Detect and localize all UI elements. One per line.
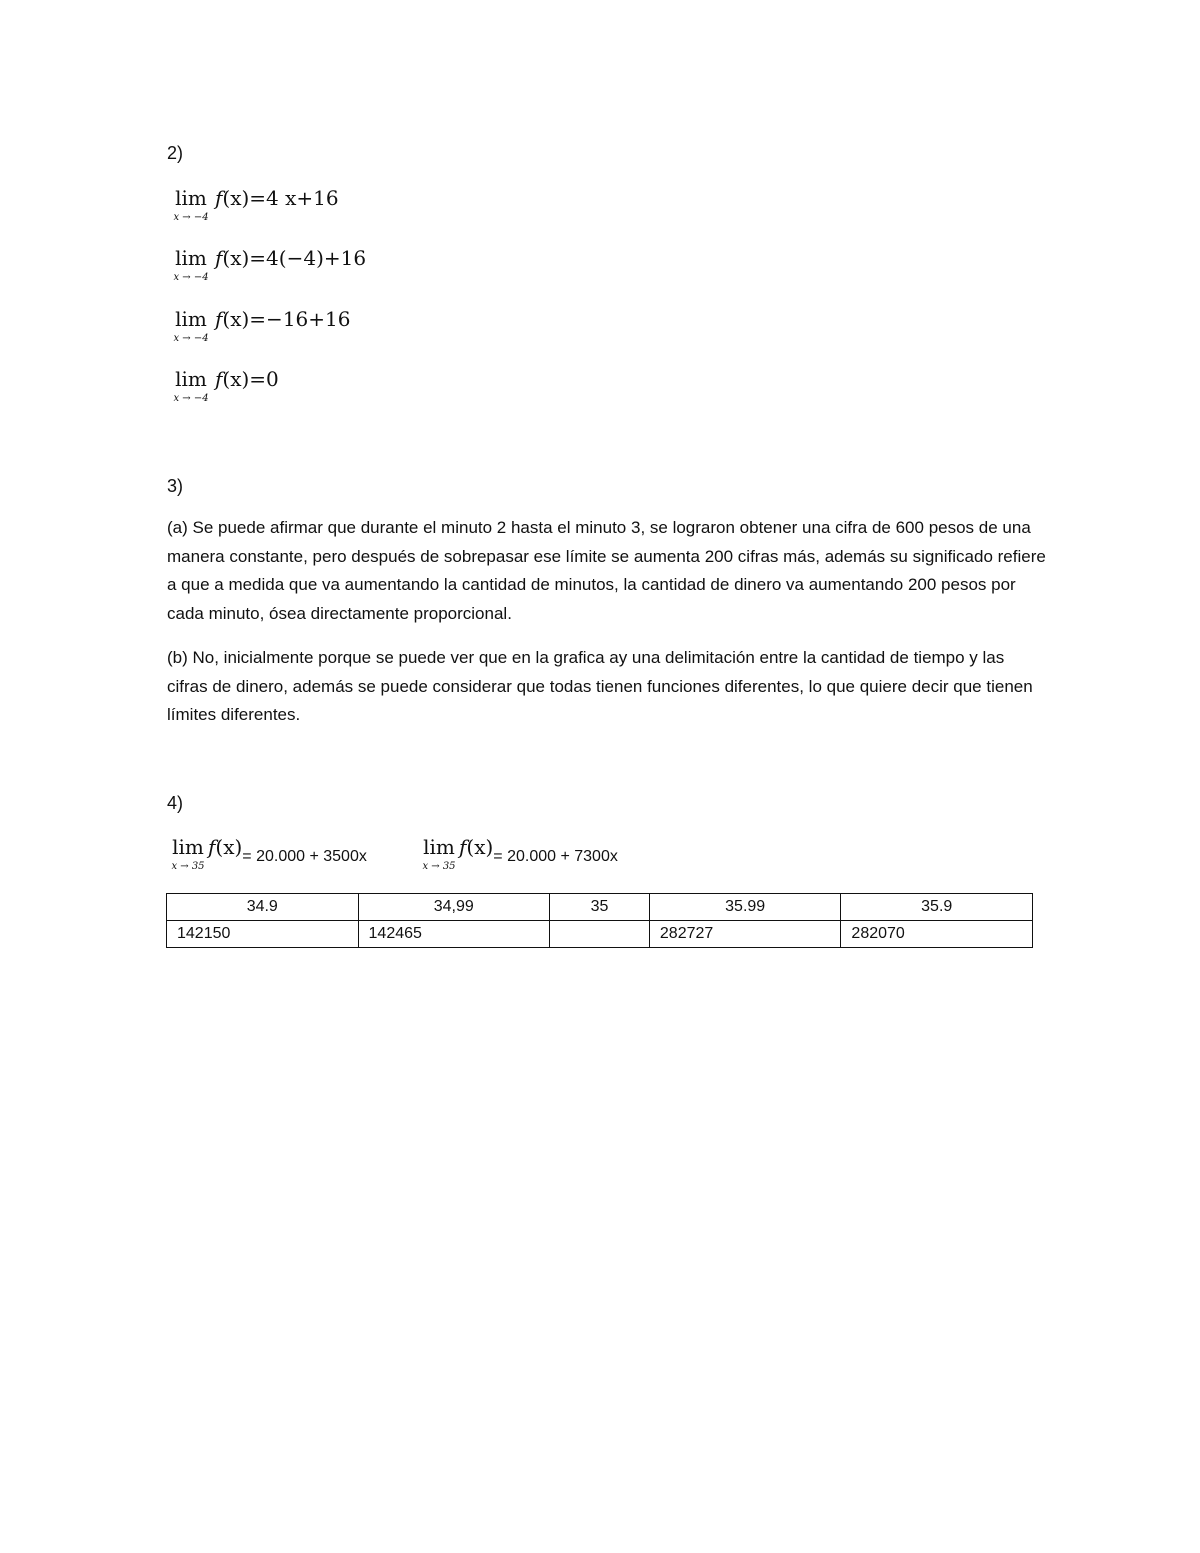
answer-part-b: (b) No, inicialmente porque se puede ver que en la grafica ay una delimitación entre la cantidad de tiempo y las cifras de dinero, además se puede considerar que todas tienen funciones diferentes, lo que quiere decir que tienen límites diferentes. [167,648,1033,724]
limit-rhs: =4 x+16 [249,186,339,210]
function-name: f [215,307,223,331]
lim-word: lim [175,367,207,391]
function-arg: (x) [222,307,250,331]
table-header-cell: 35 [550,894,650,921]
lim-word: lim [423,835,455,859]
table-header-cell: 35.9 [841,894,1033,921]
lim-subscript: x → 35 [171,861,205,872]
function-arg: (x) [222,186,250,210]
table-header-cell: 34,99 [358,894,550,921]
table-header-cell: 34.9 [167,894,359,921]
function-name: f [215,186,223,210]
lim-subscript: x → −4 [173,333,209,344]
table-cell: 142465 [358,921,550,948]
lim-subscript: x → −4 [173,212,209,223]
limit-rhs: = 20.000 + 3500x [242,848,367,865]
lim-subscript: x → −4 [173,393,209,404]
function-arg: (x) [215,835,243,859]
function-arg: (x) [222,246,250,270]
lim-word: lim [175,246,207,270]
table-cell: 142150 [167,921,359,948]
section-3-number: 3) [167,476,184,496]
limit-rhs: =4(−4)+16 [249,246,367,270]
section-4-number: 4) [167,793,184,813]
table-cell [550,921,650,948]
answer-part-a: (a) Se puede afirmar que durante el minuto 2 hasta el minuto 3, se lograron obtener una cifra de 600 pesos de una manera constante, pero después de sobrepasar ese límite se aumenta 200 cifras más, además su significado refiere a que a medida que va aumentando la cantidad de minutos, la cantidad de dinero va aumentando 200 pesos por cada minuto, ósea directamente proporcional. [167,518,1046,623]
table-header-cell: 35.99 [649,894,841,921]
table-cell: 282727 [649,921,841,948]
lim-word: lim [172,835,204,859]
function-arg: (x) [466,835,494,859]
limit-rhs: = 20.000 + 7300x [493,848,618,865]
table-row [167,921,1033,948]
lim-subscript: x → 35 [422,861,456,872]
function-arg: (x) [222,367,250,391]
section-2-number: 2) [167,143,184,163]
function-name: f [208,835,216,859]
function-name: f [215,246,223,270]
values-table [166,893,1033,948]
limit-rhs: =0 [249,367,279,391]
table-header-row [167,894,1033,921]
lim-word: lim [175,186,207,210]
lim-subscript: x → −4 [173,272,209,283]
limit-rhs: =−16+16 [249,307,351,331]
function-name: f [215,367,223,391]
lim-word: lim [175,307,207,331]
function-name: f [459,835,467,859]
table-cell: 282070 [841,921,1033,948]
